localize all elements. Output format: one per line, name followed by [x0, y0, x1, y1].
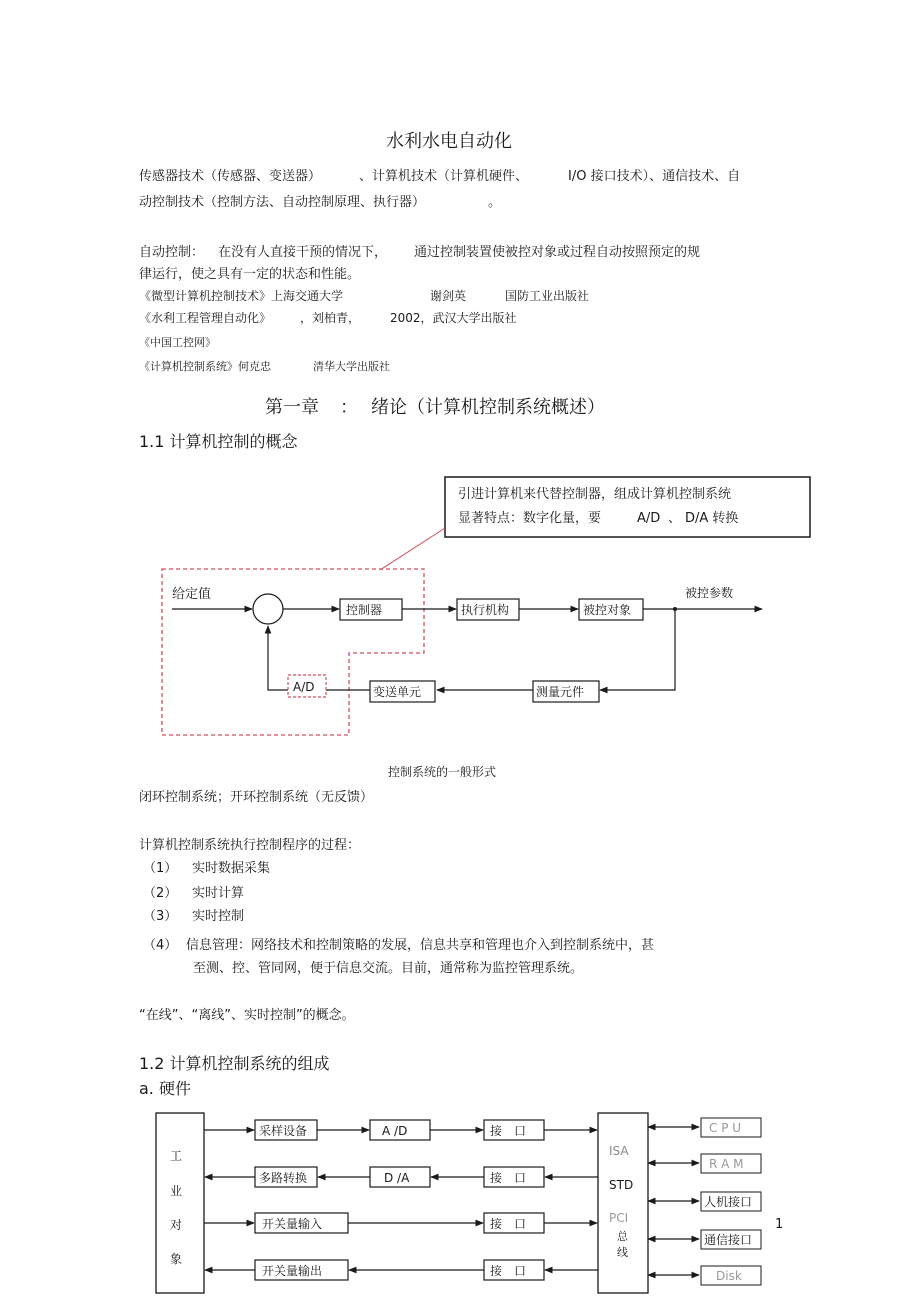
- process-item4-line2: 至测、控、管同网，便于信息交流。目前，通常称为监控管理系统。: [193, 961, 584, 976]
- system-bus-box: [598, 1113, 648, 1293]
- intro-line2-b: 。: [488, 195, 502, 210]
- output-label: 被控参数: [685, 586, 734, 600]
- subsection-a-hardware: a. 硬件: [139, 1079, 191, 1098]
- closed-loop-note: 闭环控制系统；开环控制系统（无反馈）: [139, 790, 374, 805]
- chapter-title: 绪论（计算机控制系统概述）: [371, 397, 605, 418]
- chapter-number: 第一章: [265, 397, 319, 418]
- ref1-book: 《微型计算机控制技术》上海交通大学: [139, 289, 344, 303]
- process-item1-num: （1）: [143, 861, 178, 876]
- ref4-book: 《计算机控制系统》何克忠: [139, 360, 271, 373]
- ref3: 《中国工控网》: [139, 336, 216, 349]
- bus-isa-label: ISA: [609, 1144, 629, 1158]
- page-number: 1: [775, 1217, 784, 1232]
- ref2-author: ，刘柏青，: [300, 311, 361, 325]
- ref2-book: 《水利工程管理自动化》: [139, 311, 272, 325]
- bus-std-label: STD: [609, 1178, 634, 1192]
- bus-char-1: 总: [617, 1230, 628, 1243]
- process-heading: 计算机控制系统执行控制程序的过程：: [139, 838, 361, 853]
- process-item2-num: （2）: [143, 886, 178, 901]
- sampling-label: 采样设备: [259, 1124, 308, 1138]
- note-line2-a: 显著特点：数字化量，要: [458, 511, 602, 526]
- ref1-author: 谢剑英: [430, 289, 467, 303]
- definition-part1: 在没有人直接干预的情况下，: [218, 245, 388, 260]
- section-1-1-heading: 1.1 计算机控制的概念: [139, 432, 298, 451]
- ref2-publisher: 2002，武汉大学出版社: [390, 311, 517, 325]
- process-item2-text: 实时计算: [192, 886, 245, 901]
- ref1-publisher: 国防工业出版社: [505, 289, 590, 303]
- bus-pci-label: PCI: [609, 1211, 629, 1225]
- process-item1-text: 实时数据采集: [192, 861, 271, 876]
- intro-line1-c: I/O 接口技术）、通信技术、自: [568, 169, 741, 184]
- measure-label: 测量元件: [536, 685, 585, 699]
- control-system-diagram: [0, 470, 920, 770]
- process-item3-text: 实时控制: [192, 909, 245, 924]
- definition-part2: 通过控制装置使被控对象或过程自动按照预定的规: [414, 245, 701, 260]
- note-line2-b: A/D: [637, 511, 661, 526]
- actuator-label: 执行机构: [461, 603, 510, 617]
- intro-line1-b: 、计算机技术（计算机硬件、: [359, 169, 529, 184]
- interface-label-2: 接 口: [490, 1171, 527, 1185]
- note-box: [445, 477, 810, 537]
- interface-label-1: 接 口: [490, 1124, 527, 1138]
- intro-line1-a: 传感器技术（传感器、变送器）: [139, 169, 322, 184]
- page-title: 水利水电自动化: [386, 131, 512, 152]
- process-item3-num: （3）: [143, 909, 178, 924]
- interface-label-4: 接 口: [490, 1264, 527, 1278]
- definition-label: 自动控制：: [139, 245, 205, 260]
- process-item4-text: 信息管理：网络技术和控制策略的发展，信息共享和管理也介入到控制系统中，甚: [186, 938, 655, 953]
- ref4-publisher: 清华大学出版社: [313, 360, 390, 373]
- chapter-colon: ：: [340, 397, 358, 418]
- industrial-char-3: 对: [170, 1218, 183, 1232]
- note-line2-d: D/A 转换: [685, 511, 739, 526]
- setpoint-label: 给定值: [172, 587, 212, 602]
- note-leader-line: [380, 528, 445, 570]
- industrial-object-box: [156, 1113, 204, 1293]
- plant-label: 被控对象: [583, 603, 632, 617]
- controller-label: 控制器: [346, 603, 383, 617]
- feedback-to-measure: [600, 609, 675, 690]
- transmitter-label: 变送单元: [373, 685, 422, 699]
- ad-converter-label: A /D: [382, 1124, 408, 1138]
- disk-label: Disk: [716, 1269, 742, 1283]
- mux-label: 多路转换: [259, 1171, 308, 1185]
- hmi-label: 人机接口: [704, 1195, 753, 1209]
- comm-label: 通信接口: [704, 1233, 753, 1247]
- industrial-char-2: 业: [170, 1184, 183, 1198]
- diagram1-caption: 控制系统的一般形式: [388, 765, 497, 779]
- ad-label: A/D: [293, 680, 315, 694]
- ram-label: R A M: [709, 1157, 744, 1171]
- definition-line2: 律运行，使之具有一定的状态和性能。: [139, 267, 361, 282]
- summing-junction: [253, 594, 283, 624]
- switch-output-label: 开关量输出: [262, 1264, 323, 1278]
- industrial-char-4: 象: [170, 1252, 183, 1266]
- note-line1: 引进计算机来代替控制器，组成计算机控制系统: [458, 487, 732, 502]
- switch-input-label: 开关量输入: [262, 1217, 323, 1231]
- intro-line2-a: 动控制技术（控制方法、自动控制原理、执行器）: [139, 195, 426, 210]
- hardware-diagram: [0, 1105, 920, 1303]
- process-item4-num: （4）: [143, 938, 178, 953]
- cpu-label: C P U: [709, 1121, 742, 1135]
- bus-char-2: 线: [617, 1246, 628, 1259]
- interface-label-3: 接 口: [490, 1217, 527, 1231]
- online-offline-note: “在线”、“离线”、实时控制”的概念。: [139, 1008, 355, 1023]
- industrial-char-1: 工: [170, 1149, 183, 1163]
- section-1-2-heading: 1.2 计算机控制系统的组成: [139, 1054, 330, 1073]
- note-line2-c: 、: [668, 511, 682, 526]
- da-converter-label: D /A: [384, 1171, 410, 1185]
